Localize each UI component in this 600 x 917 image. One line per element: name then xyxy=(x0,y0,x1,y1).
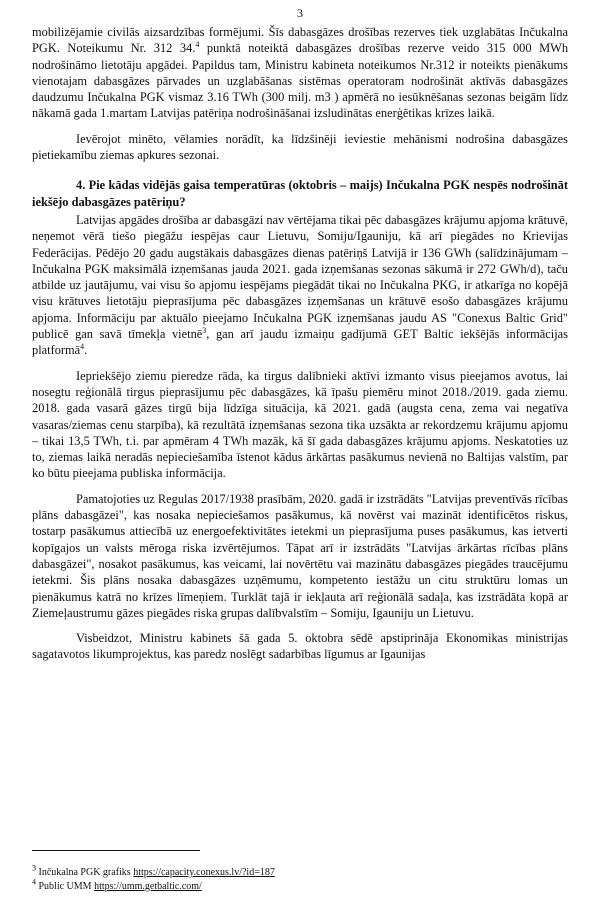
footnote-ref-3: 3 xyxy=(202,325,207,335)
footnote-ref-4b: 4 xyxy=(80,342,85,352)
footnote-ref-4: 4 xyxy=(195,40,200,50)
paragraph-1-text-b: punktā noteiktā dabasgāzes drošības rezerve veido 315 000 MWh nodrošināmo lietotāju apgādei. Papildus tam, Ministru kabineta noteikumos Nr.312 ir noteikts pienākums vienotajam dabasgāzes pārvades un uzglabāšanas sistēmas operatoram nodrošināt aktīvās dabasgāzes daudzumu Inčukalna PGK vismaz 3.16 TWh (300 milj. m3 ) apmērā no iesūknēšanas sezonas beigām līdz nākamā gada 1.martam Latvijas patēriņa nodrošināšanai izsludinātas enerģētikas krīzes laikā. xyxy=(32,41,569,121)
footnote-label: Public UMM xyxy=(38,881,95,892)
footnote-4 xyxy=(32,877,568,894)
paragraph-1 xyxy=(32,24,568,122)
footnote-number: 4 xyxy=(32,877,36,887)
paragraph-5: Pamatojoties uz Regulas 2017/1938 prasībām, 2020. gadā ir izstrādāts "Latvijas preventīvās rīcības plāns dabasgāzei", kas nosaka nepieciešamos pasākumus, kā novērst vai mazināt identificētos riskus, tostarp pasākumus attiecībā uz energoefektivitātes ietekmi un pieprasījuma puses pasākumus, kas ietverti kopīgajos un valsts mēroga riska izvērtējumos. Tāpat arī ir izstrādāts "Latvijas ārkārtas rīcības plāns dabasgāzei", nosakot pasākumus, kas veicami, lai novērtētu vai mazinātu dabasgāzes piegādes traucējumu ietekmi. Šis plāns nosaka dabasgāzes uzņēmumu, kompetento iestāžu un citu struktūru lomas un pienākumus katrā no krīzes līmeņiem. Turklāt tajā ir iekļauta arī reģionālā sadaļa, kas izstrādāta kopā ar Ziemeļaustrumu gāzes piegādes riska grupas dalībvalstīm – Somiju, Igauniju un Lietuvu. xyxy=(32,491,568,620)
paragraph-3-text-c: . xyxy=(84,343,88,358)
footnote-link-capacity[interactable]: https://capacity.conexus.lv/?id=187 xyxy=(133,867,275,878)
document-body xyxy=(32,24,568,663)
paragraph-4: Iepriekšējo ziemu pieredze rāda, ka tirgus dalībnieki aktīvi izmanto visus pieejamos avotus, lai nosegtu reģionālā tirgus pieprasījumu pēc dabasgāzes, kā īpašu piemēru minot 2018./2019. gada ziemu. 2018. gada vasarā gāzes tirgū bija līdzīga situācija, kā 2021. gadā (augsta cena, zema vai negatīva vasaras/ziemas cenu starpība), kā rezultātā izņemšanas sezona tika uzsākta ar rekordzemu krājumu apjomu – tikai 13,5 TWh, t.i. par apmēram 4 TWh mazāk, kā šī gada dabasgāzes krājumu apjoms. Neskatoties uz to, ziemas laikā neradās nepieciešamība īstenot kādus ārkārtas pasākumus nevienā no Baltijas valstīm, par ko būtu pieejama publiska informācija. xyxy=(32,368,568,481)
paragraph-1-text-a: mobilizējamie civilās aizsardzības formējumi. Šīs dabasgāzes drošības rezerves tiek uzglabātas Inčukalna PGK. Noteikumu Nr. 312 34. xyxy=(32,25,568,56)
paragraph-3 xyxy=(32,212,568,359)
paragraph-6: Visbeidzot, Ministru kabinets šā gada 5. oktobra sēdē apstiprināja Ekonomikas ministrijas sagatavotos likumprojektus, kas paredz noslēgt sadarbības līgumus ar Igaunijas xyxy=(32,631,568,662)
paragraph-3-text-b: , gan arī jaudu izmaiņu gadījumā GET Baltic iekšējās informācijas platformā xyxy=(32,327,568,358)
footnotes xyxy=(32,863,568,894)
paragraph-3-text-a: Latvijas apgādes drošība ar dabasgāzi nav vērtējama tikai pēc dabasgāzes krājumu apjoma krātuvē, neņemot vērā tiešo piegāžu iespējas caur Lietuvu, Somiju/Igauniju, kā arī piegādes no Krievijas Federācijas. Pēdējo 20 gadu augstākais dabasgāzes dienas patēriņš Latvijā ir 136 GWh (salīdzinājumam – Inčukalna PGK maksimālā izņemšanas jauda 2021. gada izņemšanas sezonas sākumā ir 272 GWh/d), taču atbilde uz jautājumu, vai visu šo apjomu iespējams piegādāt tikai no Inčukalna PKG, ir atkarīga no kopējā visu krātuves lietotāju pieprasījuma pēc dabasgāzes izņemšanas un krātuvē esošo dabasgāzes krājumu apjoma. Informāciju par aktuālo pieejamo Inčukalna PGK izņemšanas jaudu AS "Conexus Baltic Grid" publicē gan savā tīmekļa vietnē xyxy=(32,212,568,342)
footnote-label: Inčukalna PGK grafiks xyxy=(38,867,134,878)
footnote-link-umm[interactable]: https://umm.getbaltic.com/ xyxy=(94,881,202,892)
footnote-divider xyxy=(32,850,200,851)
paragraph-2: Ievērojot minēto, vēlamies norādīt, ka līdzšinēji ieviestie mehānismi nodrošina dabasgāzes pietiekamību ziemas apkures sezonai. xyxy=(32,131,568,163)
section-heading-4: 4. Pie kādas vidējās gaisa temperatūras (oktobris – maijs) Inčukalna PGK nespēs nodrošināt iekšējo dabasgāzes patēriņu? xyxy=(32,178,568,209)
page-number: 3 xyxy=(297,6,303,20)
footnote-3 xyxy=(32,863,568,880)
footnote-number: 3 xyxy=(32,863,36,873)
